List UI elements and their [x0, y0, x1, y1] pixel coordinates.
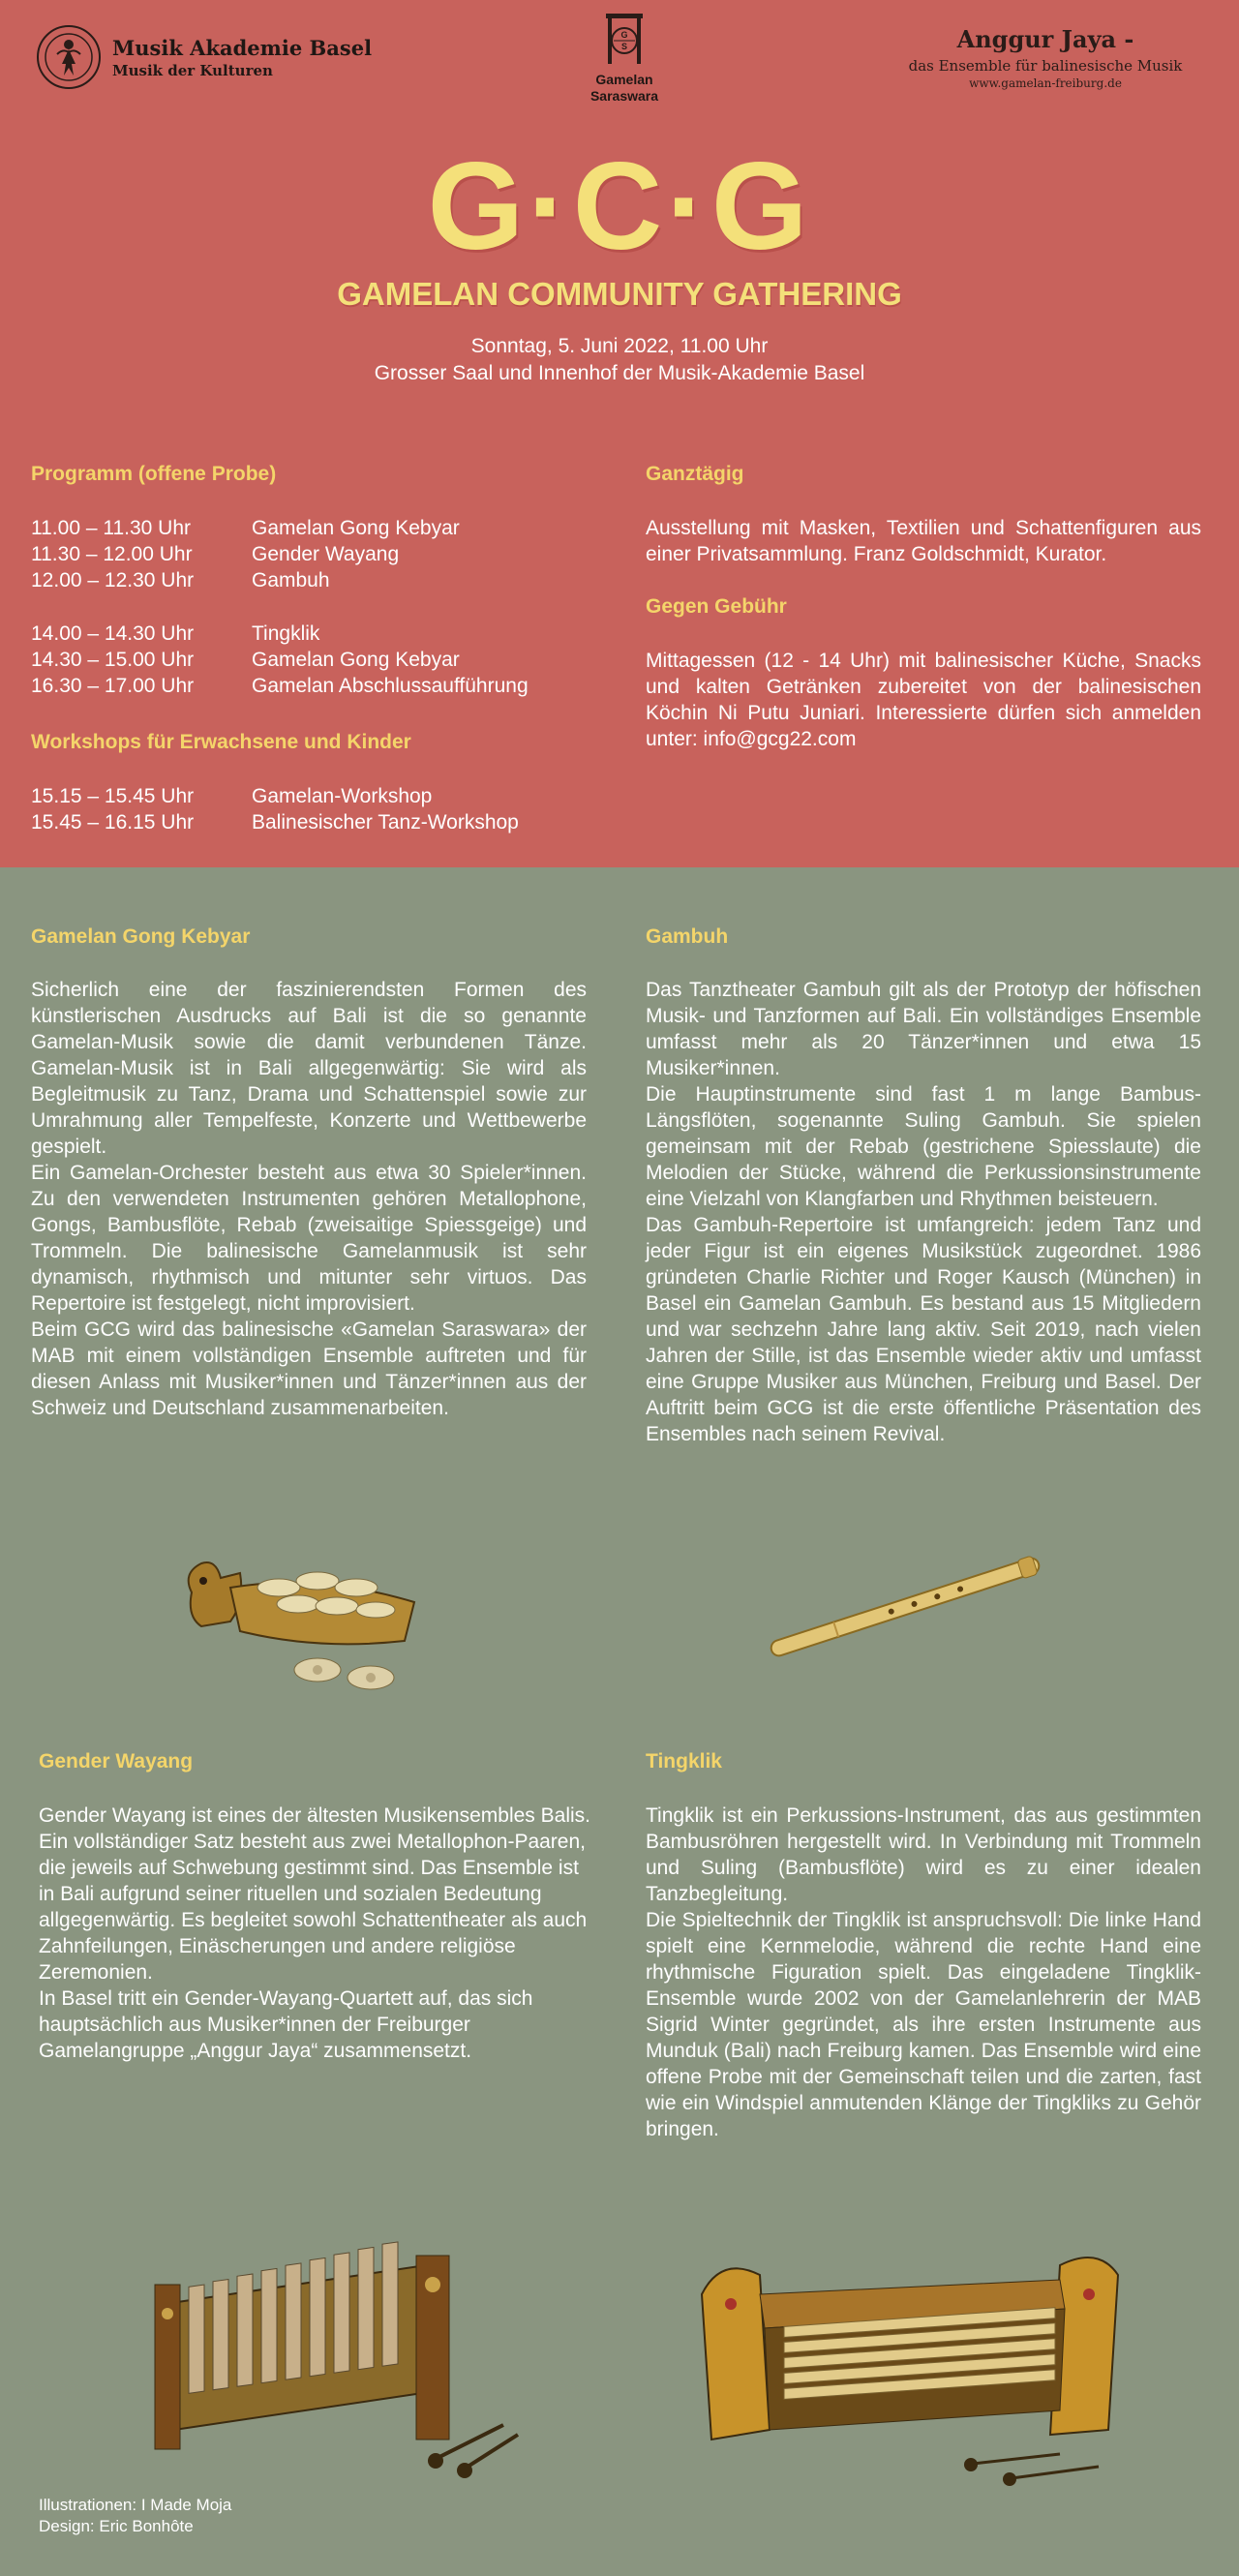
credits: [39, 2495, 231, 2537]
schedule-row: [31, 621, 529, 647]
schedule-row: [31, 515, 460, 541]
gambuh-heading: Gambuh: [646, 925, 729, 948]
kebyar-text: Sicherlich eine der faszinierendsten Formen des künstlerischen Ausdrucks auf Bali ist die so genannte Gamelan-Musik sowie die damit verbundenen Tänze. Gamelan-Musik ist in Bali allgegenwärtig: Sie wird als Begleitmusik zu Tanz, Drama und Schattenspiel sowie zur Umrahmung aller Tempelfeste, Konzerte und Wettbewerbe gespielt. Ein Gamelan-Orchester besteht aus etwa 30 Spieler*innen. Zu den verwendeten Instrumenten gehören Metallophone, Gongs, Bambusflöte, Rebab (zweisaitige Spiessgeige) und Trommeln. Die balinesische Gamelanmusik ist sehr dynamisch, rhythmisch und mitunter sehr virtuos. Das Repertoire ist festgelegt, nicht improvisiert. Beim GCG wird das balinesische «Gamelan Saraswara» der MAB mit einem vollständigen Ensemble auftreten und für diesen Anlass mit Musiker*innen und Tänzer*innen aus der Schweiz und Deutschland zusammenarbeiten.: [31, 979, 587, 1419]
schedule-block-2: [31, 621, 529, 699]
schedule-time: 11.30 – 12.00 Uhr: [31, 543, 193, 565]
schedule-item: Gambuh: [252, 569, 330, 591]
dancer-emblem-icon: [37, 25, 101, 89]
ganztaegig-text: Ausstellung mit Masken, Textilien und Schattenfiguren aus einer Privatsammlung. Franz Goldschmidt, Kurator.: [646, 517, 1201, 565]
gamelan-saraswara-logo[interactable]: [586, 12, 663, 104]
schedule-time: 15.45 – 16.15 Uhr: [31, 811, 195, 833]
gs-name-line2: Saraswara: [589, 88, 659, 104]
mab-title: Musik Akademie Basel: [112, 35, 373, 60]
schedule-item: Gamelan Gong Kebyar: [252, 517, 460, 539]
schedule-row: [31, 809, 519, 835]
schedule-item: Gamelan Gong Kebyar: [252, 649, 460, 671]
schedule-block-1: [31, 515, 460, 593]
top-section: [0, 0, 1239, 867]
ceng-ceng-cymbals-illustration: [172, 1534, 443, 1699]
schedule-time: 16.30 – 17.00 Uhr: [31, 675, 195, 697]
gcg-title: G·C·G: [427, 137, 812, 276]
tingklik-heading: Tingklik: [646, 1750, 722, 1773]
schedule-time: 14.00 – 14.30 Uhr: [31, 622, 195, 645]
tingklik-text: Tingklik ist ein Perkussions-Instrument, das aus gestimmten Bambusröhren hergestellt wird. In Verbindung mit Trommeln und Suling (Bambusflöte) wird es zu einer idealen Tanzbegleitung. Die Spieltechnik der Tingklik ist anspruchsvoll: Die linke Hand spielt eine Kernmelodie, während die rechte Hand eine rhythmische Figuration spielt. Das eingeladene Tingklik-Ensemble wurde 2002 von der Gamelanlehrerin der MAB Sigrid Winter gegründet, als ihre ersten Instrumente aus Munduk (Bali) nach Freiburg kamen. Das Ensemble wird eine offene Probe mit der Gemeinschaft teilen und die zarten, fast wie ein Windspiel anmutenden Klänge der Tingkliks zu Gehör bringen.: [646, 1804, 1201, 2140]
schedule-row: [31, 567, 460, 593]
gender-metallophone-illustration: [136, 2227, 523, 2478]
tingklik-illustration: [692, 2236, 1157, 2488]
ganztaegig-heading: Ganztägig: [646, 463, 744, 485]
schedule-row: [31, 541, 460, 567]
schedule-time: 11.00 – 11.30 Uhr: [31, 517, 192, 539]
event-date: Sonntag, 5. Juni 2022, 11.00 Uhr: [470, 335, 769, 357]
schedule-time: 12.00 – 12.30 Uhr: [31, 569, 195, 591]
anggur-jaya-logo[interactable]: [900, 25, 1191, 90]
gong-frame-icon: [602, 12, 647, 66]
gs-name-line1: Gamelan: [595, 72, 653, 87]
gender-text: Gender Wayang ist eines der ältesten Musikensembles Balis. Ein vollständiger Satz besteht aus zwei Metallophon-Paaren, die jeweils auf Schwebung gestimmt sind. Das Ensemble ist in Bali aufgrund seiner rituellen und sozialen Bedeutung allgegenwärtig. Es begleitet sowohl Schattentheater als auch Zahnfeilungen, Einäscherungen und andere religiöse Zeremonien. In Basel tritt ein Gender-Wayang-Quartett auf, das sich hauptsächlich aus Musiker*innen der Freiburger Gamelangruppe „Anggur Jaya“ zusammensetzt.: [39, 1804, 590, 2062]
schedule-item: Gender Wayang: [252, 543, 400, 565]
schedule-item: Gamelan-Workshop: [252, 785, 433, 807]
schedule-item: Balinesischer Tanz-Workshop: [252, 811, 519, 833]
schedule-row: [31, 647, 529, 673]
gender-heading: Gender Wayang: [39, 1750, 194, 1773]
schedule-item: Gamelan Abschlussaufführung: [252, 675, 529, 697]
programm-heading: Programm (offene Probe): [31, 463, 277, 485]
schedule-row: [31, 783, 519, 809]
schedule-time: 15.15 – 15.45 Uhr: [31, 785, 195, 807]
schedule-time: 14.30 – 15.00 Uhr: [31, 649, 195, 671]
gebuehr-heading: Gegen Gebühr: [646, 595, 787, 618]
svg-text:S: S: [620, 42, 628, 51]
gebuehr-text: Mittagessen (12 - 14 Uhr) mit balinesischer Küche, Snacks und kalten Getränken zubereitet von der balinesischen Köchin Ni Putu Juniari. Interessierte dürfen sich anmelden unter: info@gcg22.com: [646, 650, 1201, 750]
gcg-subtitle: GAMELAN COMMUNITY GATHERING: [337, 276, 902, 312]
svg-text:G: G: [620, 30, 628, 40]
credits-design: Design: Eric Bonhôte: [39, 2517, 194, 2535]
aj-title: Anggur Jaya -: [956, 25, 1134, 53]
mab-logo[interactable]: [37, 25, 372, 89]
credits-illustrations: Illustrationen: I Made Moja: [39, 2496, 232, 2514]
aj-subtitle: das Ensemble für balinesische Musik: [908, 57, 1183, 75]
event-venue: Grosser Saal und Innenhof der Musik-Akademie Basel: [374, 362, 865, 384]
gambuh-text: Das Tanztheater Gambuh gilt als der Prototyp der höfischen Musik- und Tanzformen auf Bali. Ein vollständiges Ensemble umfasst mehr als 20 Tänzer*innen und etwa 15 Musiker*innen. Die Hauptinstrumente sind fast 1 m lange Bambus-Längsflöten, sogenannte Suling Gambuh. Sie spielen gemeinsam mit der Rebab (gestrichene Spiesslaute) die Melodien der Stücke, während die Perkussionsinstrumente eine Vielzahl von Klangfarben und Rhythmen beisteuern. Das Gambuh-Repertoire ist umfangreich: jedem Tanz und jeder Figur ist ein eigenes Musikstück zugeordnet. 1986 gründeten Charlie Richter und Roger Kausch (München) in Basel ein Gamelan Gambuh. Es bestand aus 15 Mitgliedern und war sechzehn Jahre lang aktiv. Seit 2019, nach vielen Jahren der Stille, ist das Ensemble wieder aktiv und umfasst eine Gruppe Musiker aus München, Freiburg und Basel. Der Auftritt beim GCG ist die erste öffentliche Präsentation des Ensembles nach seinem Revival.: [646, 979, 1201, 1445]
suling-flute-illustration: [755, 1549, 1055, 1665]
kebyar-heading: Gamelan Gong Kebyar: [31, 925, 251, 948]
schedule-item: Tingklik: [252, 622, 320, 645]
aj-url-link[interactable]: www.gamelan-freiburg.de: [969, 76, 1122, 90]
workshops-heading: Workshops für Erwachsene und Kinder: [31, 731, 411, 753]
schedule-row: [31, 673, 529, 699]
mab-subtitle: Musik der Kulturen: [112, 61, 273, 79]
workshops-list: [31, 783, 519, 835]
